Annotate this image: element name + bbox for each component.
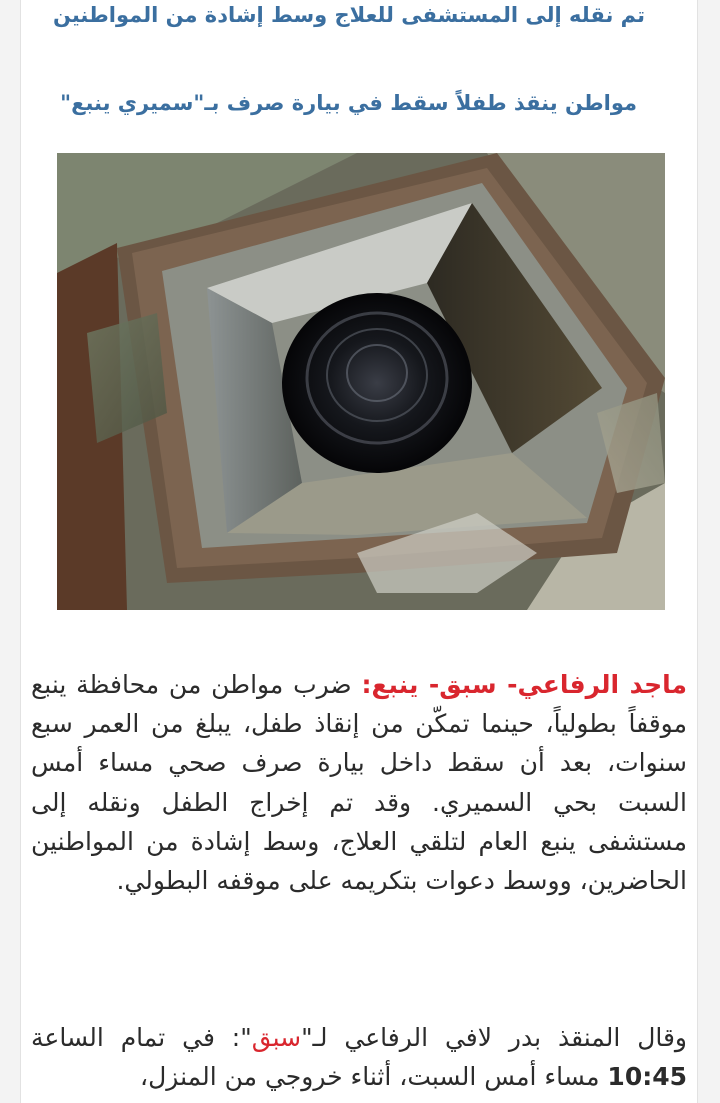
article-paragraph-2	[31, 1018, 687, 1096]
article-page	[20, 0, 698, 1103]
article-subtitle: تم نقله إلى المستشفى للعلاج وسط إشادة من المواطنين	[52, 3, 645, 27]
article-byline: ماجد الرفاعي- سبق- ينبع:	[361, 670, 687, 699]
article-photo[interactable]	[57, 153, 665, 610]
paragraph-2-rest: مساء أمس السبت، أثناء خروجي من المنزل،	[140, 1062, 608, 1092]
article-headline: مواطن ينقذ طفلاً سقط في بيارة صرف بـ"سميري ينبع"	[60, 91, 637, 115]
article-paragraph-1	[31, 665, 687, 900]
paragraph-2-lead: وقال المنقذ بدر لافي الرفاعي لـ"	[301, 1023, 687, 1052]
sabq-link[interactable]: سبق	[251, 1023, 302, 1052]
paragraph-1-text: ضرب مواطن من محافظة ينبع موقفاً بطولياً، حينما تمكّن من إنقاذ طفل، يبلغ من العمر سبع سنوات، بعد أن سقط داخل بيارة صرف صحي مساء أمس السبت بحي السميري. وقد تم إخراج الطفل ونقله إلى مستشفى ينبع العام لتلقي العلاج، وسط إشادة من المواطنين الحاضرين، ووسط دعوات بتكريمه على موقفه البطولي.	[31, 670, 687, 896]
time-value: 10:45	[607, 1062, 687, 1092]
paragraph-2-quote: ": في تمام الساعة	[31, 1023, 252, 1052]
